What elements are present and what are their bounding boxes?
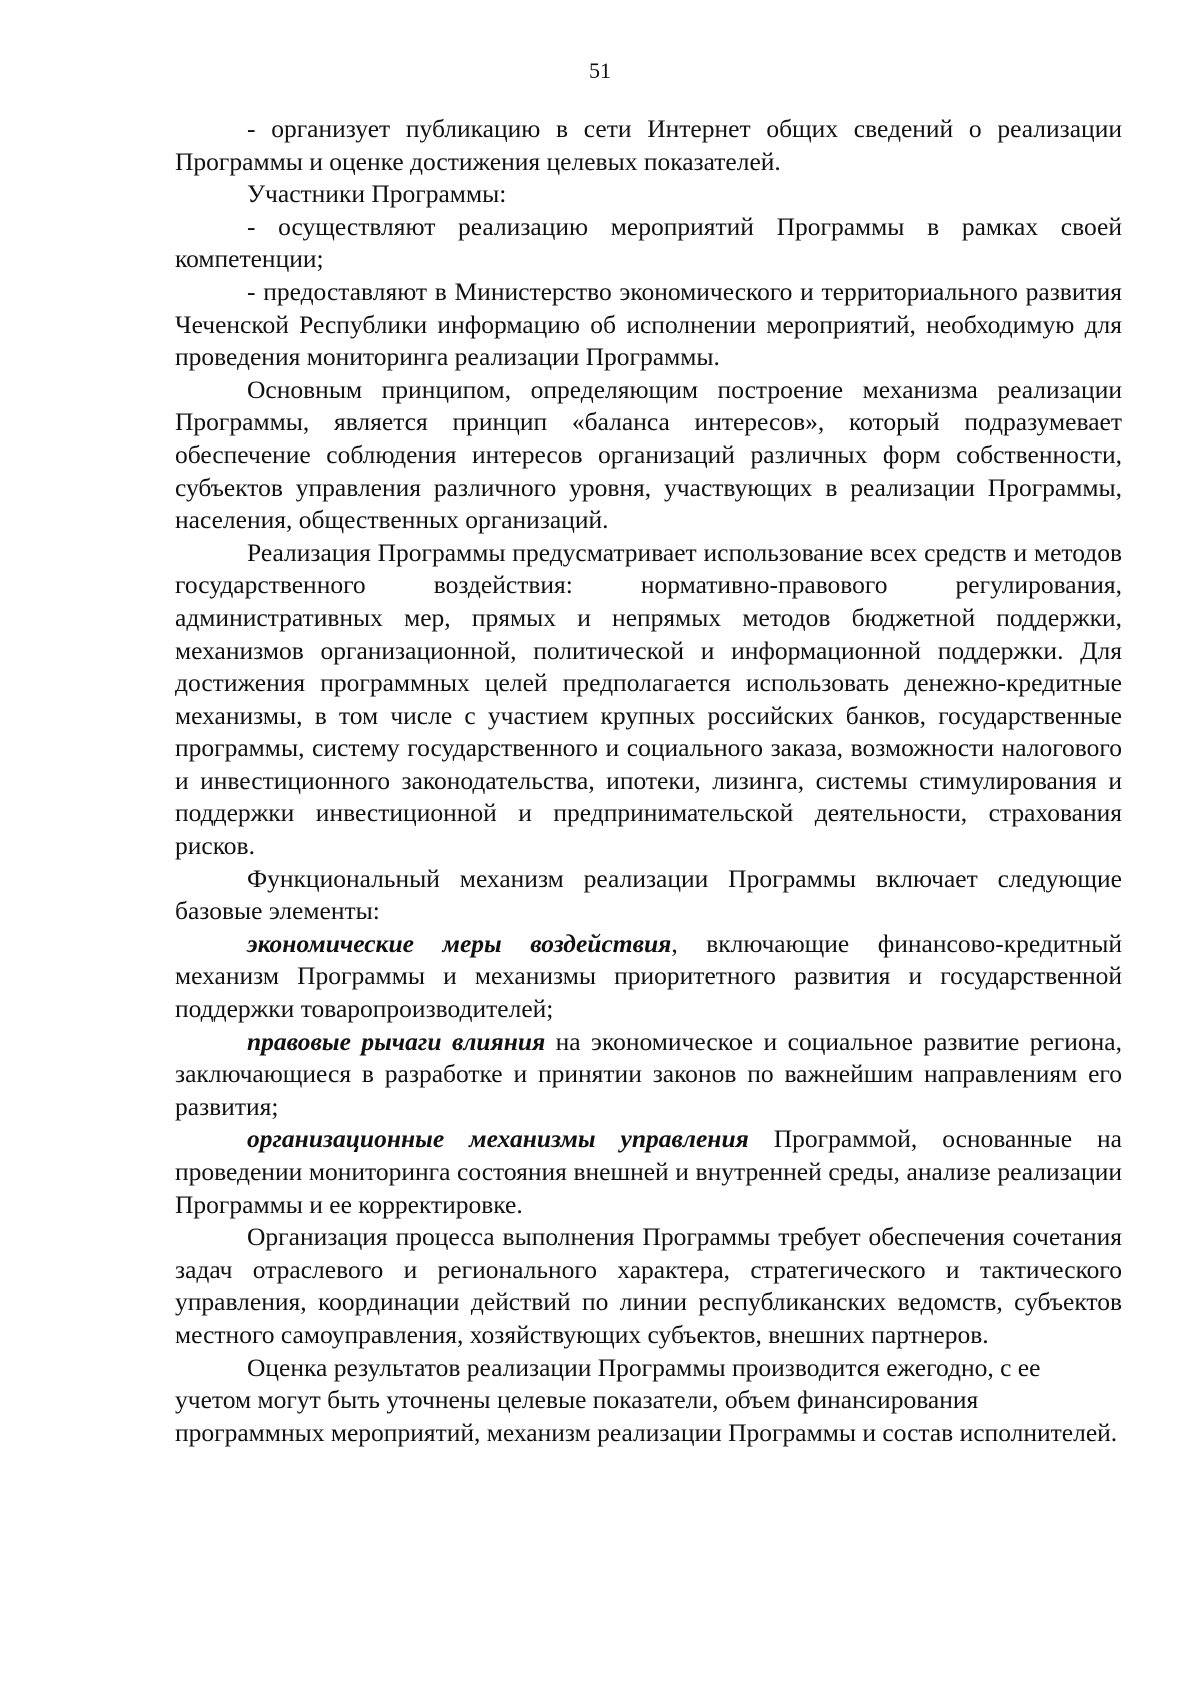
emphasis-legal-levers: правовые рычаги влияния <box>247 1026 546 1056</box>
paragraph-process-organization: Организация процесса выполнения Программы требует обеспечения сочетания задач отраслевого и регионального характера, стратегического и тактического управления, координации действий по линии республиканских ведомств, субъектов местного самоуправления, хозяйствующих субъектов, внешних партнеров. <box>175 1222 1122 1349</box>
paragraph-participants-implement: - осуществляют реализацию мероприятий Программы в рамках своей компетенции; <box>175 211 1122 274</box>
paragraph-legal-levers <box>175 1026 1122 1124</box>
paragraph-organizational-mechanisms-text: Программой, основанные на проведении мониторинга состояния внешней и внутренней среды, анализе реализации Программы и ее корректировке. <box>175 1124 1122 1219</box>
paragraph-functional-mechanism: Функциональный механизм реализации Программы включает следующие базовые элементы: <box>175 863 1122 926</box>
paragraph-publication: - организует публикацию в сети Интернет общих сведений о реализации Программы и оценке достижения целевых показателей. <box>175 114 1122 176</box>
paragraph-results-evaluation: Оценка результатов реализации Программы производится ежегодно, с ее учетом могут быть уточнены целевые показатели, объем финансирования программных мероприятий, механизм реализации Программы и состав исполнителей. <box>175 1352 1118 1447</box>
paragraph-balance-principle: Основным принципом, определяющим построение механизма реализации Программы, является принцип «баланса интересов», который подразумевает обеспечение соблюдения интересов организаций различных форм собственности, субъектов управления различного уровня, участвующих в реализации Программы, населения, общественных организаций. <box>175 374 1122 535</box>
paragraph-participants-report: - предоставляют в Министерство экономического и территориального развития Чеченской Республики информацию об исполнении мероприятий, необходимую для проведения мониторинга реализации Программы. <box>175 276 1122 372</box>
paragraph-participants-heading: Участники Программы: <box>247 179 507 209</box>
emphasis-economic-measures: экономические меры воздействия <box>247 928 672 958</box>
emphasis-organizational-mechanisms: организационные механизмы управления <box>247 1124 749 1154</box>
paragraph-state-methods: Реализация Программы предусматривает использование всех средств и методов государственного воздействия: нормативно-правового регулирования, административных мер, прямых и непрямых методов бюджетной поддержки, механизмов организационной, политической и информационной поддержки. Для достижения программных целей предполагается использовать денежно-кредитные механизмы, в том числе с участием крупных российских банков, государственные программы, систему государственного и социального заказа, возможности налогового и инвестиционного законодательства, ипотеки, лизинга, системы стимулирования и поддержки инвестиционной и предпринимательской деятельности, страхования рисков. <box>175 537 1122 861</box>
document-body <box>175 113 1122 1449</box>
page-number: 51 <box>589 58 611 83</box>
paragraph-economic-measures <box>175 928 1122 1026</box>
paragraph-economic-measures-text: , включающие финансово-кредитный механизм Программы и механизмы приоритетного развития и государственной поддержки товаропроизводителей; <box>175 928 1123 1024</box>
paragraph-legal-levers-text: на экономическое и социальное развитие региона, заключающиеся в разработке и принятии законов по важнейшим направлениям его развития; <box>175 1026 1122 1121</box>
paragraph-organizational-mechanisms <box>175 1123 1122 1221</box>
